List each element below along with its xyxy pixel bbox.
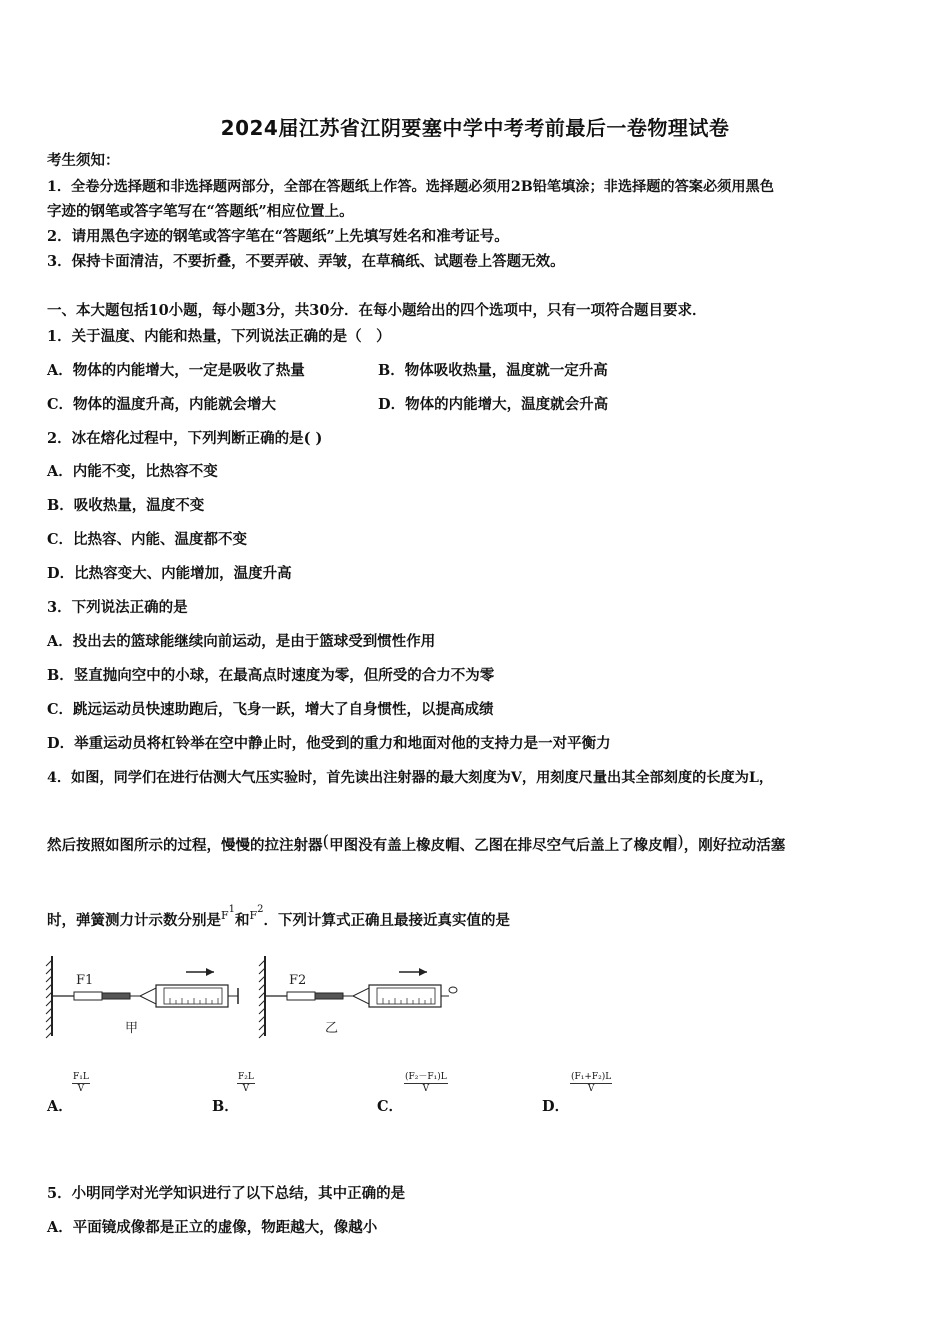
q1-option-c: C．物体的温度升高，内能就会增大 xyxy=(47,396,277,413)
right-figure-caption: 乙 xyxy=(325,1021,339,1036)
q4-line2-text-c: ，刚好拉动活塞 xyxy=(683,837,786,854)
q4-line3-text-a: 时，弹簧测力计示数分别是 xyxy=(47,912,221,929)
q4-option-d-formula xyxy=(570,1072,612,1095)
left-force-label: F1 xyxy=(76,973,94,988)
q4-option-a-numerator: F₁L xyxy=(73,1072,89,1082)
q4-option-b-label: B． xyxy=(212,1098,239,1115)
notice-item-3: 3．保持卡面清洁，不要折叠，不要弄破、弄皱，在草稿纸、试题卷上答题无效。 xyxy=(47,253,565,270)
q4-option-a-denominator: V xyxy=(77,1084,85,1094)
section-1-heading: 一、本大题包括10小题，每小题3分，共30分．在每小题给出的四个选项中，只有一项符合题目要求． xyxy=(47,302,707,319)
q5-option-a: A．平面镜成像都是正立的虚像，物距越大，像越小 xyxy=(47,1219,378,1236)
q1-stem: 1．关于温度、内能和热量，下列说法正确的是（ ） xyxy=(47,328,391,345)
q4-option-c-numerator: (F₂－F₁)L xyxy=(405,1072,447,1082)
page-title: 2024届江苏省江阴要塞中学中考考前最后一卷物理试卷 xyxy=(220,116,730,140)
q3-option-b: B．竖直抛向空中的小球，在最高点时速度为零，但所受的合力不为零 xyxy=(47,667,495,684)
q4-stem-line-3 xyxy=(47,906,510,931)
f2-symbol: F xyxy=(249,909,258,922)
f1-symbol: F xyxy=(221,909,229,922)
q3-option-d: D．举重运动员将杠铃举在空中静止时，他受到的重力和地面对他的支持力是一对平衡力 xyxy=(47,735,611,752)
f1-subscript: 1 xyxy=(228,904,236,915)
q4-line2-text-b: 甲图没有盖上橡皮帽、乙图在排尽空气后盖上了橡皮帽 xyxy=(329,837,678,854)
figure-right-yi xyxy=(259,956,457,1038)
notice-item-1: 1．全卷分选择题和非选择题两部分，全部在答题纸上作答。选择题必须用2B铅笔填涂；非选择题的答案必须用黑色 xyxy=(47,179,774,195)
q4-option-b-denominator: V xyxy=(242,1084,250,1094)
q4-option-d-denominator: V xyxy=(587,1084,595,1094)
q2-option-c: C．比热容、内能、温度都不变 xyxy=(47,531,248,548)
q4-line3-text-b: ．下列计算式正确且最接近真实值的是 xyxy=(263,912,511,929)
notice-item-2: 2．请用黑色字迹的钢笔或答字笔在“答题纸”上先填写姓名和准考证号。 xyxy=(47,228,509,245)
q1-option-a: A．物体的内能增大，一定是吸收了热量 xyxy=(47,362,305,379)
right-force-label: F2 xyxy=(289,973,307,988)
notice-item-1-cont: 字迹的钢笔或答字笔写在“答题纸”相应位置上。 xyxy=(47,203,354,220)
notice-heading: 考生须知： xyxy=(47,152,120,169)
f2-subscript: 2 xyxy=(257,904,264,915)
q4-line2-text-a: 然后按照如图所示的过程，慢慢的拉注射器 xyxy=(47,837,323,854)
q4-stem-line-2: 然后按照如图所示的过程，慢慢的拉注射器(甲图没有盖上橡皮帽、乙图在排尽空气后盖上了橡皮帽)，刚好拉动活塞 xyxy=(47,832,786,854)
q1-option-b: B．物体吸收热量，温度就一定升高 xyxy=(378,362,608,379)
q5-stem: 5．小明同学对光学知识进行了以下总结，其中正确的是 xyxy=(47,1185,406,1202)
q4-option-d-label: D． xyxy=(542,1098,570,1115)
q1-option-d: D．物体的内能增大，温度就会升高 xyxy=(378,396,609,413)
q4-option-c-label: C． xyxy=(377,1098,404,1115)
q3-stem: 3．下列说法正确的是 xyxy=(47,599,188,616)
q4-option-d-numerator: (F₁+F₂)L xyxy=(571,1072,612,1082)
q2-option-a: A．内能不变，比热容不变 xyxy=(47,463,218,480)
q4-option-c-formula xyxy=(404,1072,448,1095)
q3-option-c: C．跳远运动员快速助跑后，飞身一跃，增大了自身惯性，以提高成绩 xyxy=(47,701,494,718)
figure-left-jia xyxy=(46,956,238,1038)
q4-and: 和 xyxy=(235,912,250,929)
q4-option-b-numerator: F₂L xyxy=(238,1072,254,1082)
syringe-experiment-figure xyxy=(40,950,470,1045)
q4-stem-line-1: 4．如图，同学们在进行估测大气压实验时，首先读出注射器的最大刻度为V，用刻度尺量出其全部刻度的长度为L， xyxy=(47,770,774,786)
q4-option-a-formula xyxy=(72,1072,90,1095)
q4-option-b-formula xyxy=(237,1072,255,1095)
q2-option-d: D．比热容变大、内能增加，温度升高 xyxy=(47,565,292,582)
q2-option-b: B．吸收热量，温度不变 xyxy=(47,497,205,514)
q4-option-c-denominator: V xyxy=(422,1084,430,1094)
q4-option-a-label: A． xyxy=(47,1098,73,1115)
left-figure-caption: 甲 xyxy=(125,1021,139,1036)
q3-option-a: A．投出去的篮球能继续向前运动，是由于篮球受到惯性作用 xyxy=(47,633,436,650)
q2-stem: 2．冰在熔化过程中，下列判断正确的是( ) xyxy=(47,430,323,447)
